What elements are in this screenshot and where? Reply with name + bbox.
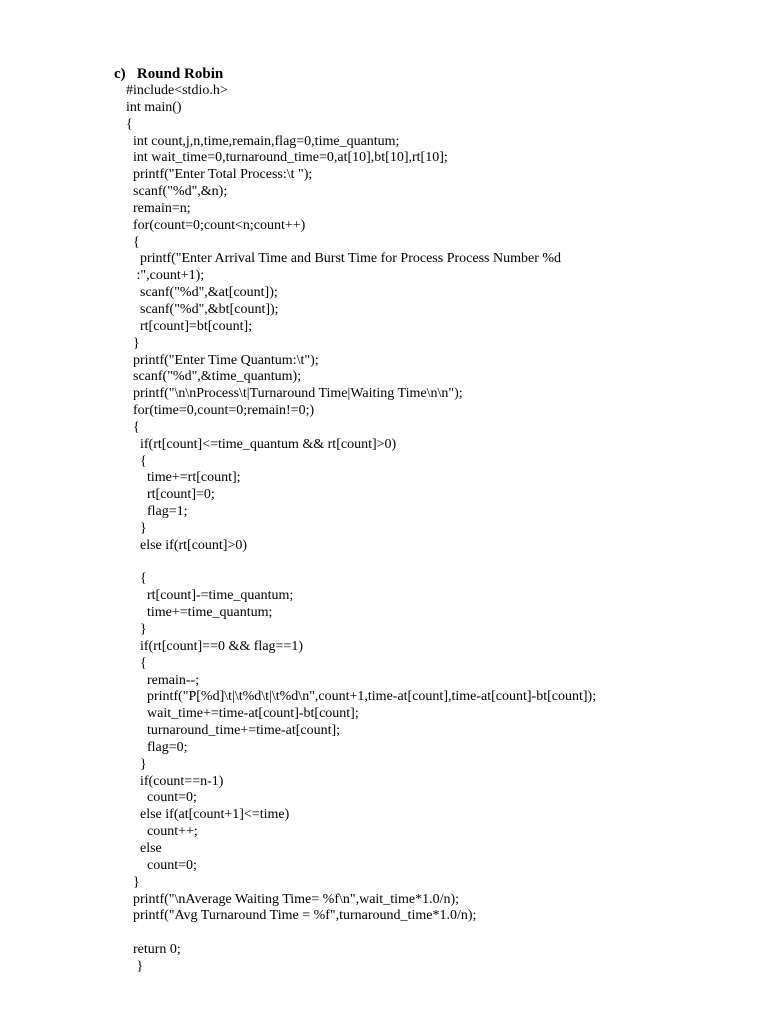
- code-line: }: [126, 622, 147, 637]
- code-line: remain=n;: [126, 200, 191, 216]
- code-line: int wait_time=0,turnaround_time=0,at[10],bt[10],rt[10];: [126, 150, 448, 166]
- code-line: {: [126, 571, 147, 587]
- code-line: flag=1;: [126, 504, 188, 520]
- code-line: else if(at[count+1]<=time): [126, 807, 290, 823]
- code-line: :",count+1);: [126, 268, 205, 284]
- code-line: printf("Avg Turnaround Time = %f",turnaround_time*1.0/n);: [126, 908, 477, 924]
- code-line: }: [126, 958, 144, 974]
- code-line: scanf("%d",&bt[count]);: [126, 301, 279, 317]
- code-line: scanf("%d",&n);: [126, 184, 228, 200]
- code-line: else: [126, 840, 162, 856]
- code-line: int main(): [126, 99, 182, 115]
- code-line: #include<stdio.h>: [126, 83, 228, 98]
- code-line: int count,j,n,time,remain,flag=0,time_quantum;: [126, 133, 400, 149]
- code-line: wait_time+=time-at[count]-bt[count];: [126, 706, 359, 722]
- code-line: rt[count]-=time_quantum;: [126, 588, 294, 604]
- code-line: {: [126, 453, 147, 469]
- code-listing: [126, 83, 746, 976]
- code-line: for(count=0;count<n;count++): [126, 217, 306, 233]
- code-line: }: [126, 520, 147, 536]
- code-line: }: [126, 335, 140, 351]
- code-line: [126, 925, 746, 942]
- code-line: printf("P[%d]\t|\t%d\t|\t%d\n",count+1,time-at[count],time-at[count]-bt[count]);: [126, 689, 597, 705]
- code-line: printf("Enter Total Process:\t ");: [126, 167, 313, 183]
- code-line: {: [126, 655, 147, 671]
- code-line: count++;: [126, 824, 198, 840]
- section-marker: c): [114, 66, 126, 82]
- code-line: for(time=0,count=0;remain!=0;): [126, 403, 315, 419]
- code-line: count=0;: [126, 857, 197, 873]
- code-line: printf("\nAverage Waiting Time= %f\n",wait_time*1.0/n);: [126, 891, 460, 907]
- code-line: {: [126, 116, 133, 132]
- code-line: rt[count]=0;: [126, 487, 215, 503]
- code-line: else if(rt[count]>0): [126, 537, 248, 553]
- code-line: if(count==n-1): [126, 773, 224, 789]
- code-line: scanf("%d",&time_quantum);: [126, 369, 302, 385]
- code-line: printf("Enter Time Quantum:\t");: [126, 352, 319, 368]
- code-line: if(rt[count]==0 && flag==1): [126, 638, 303, 654]
- code-line: if(rt[count]<=time_quantum && rt[count]>0): [126, 436, 397, 452]
- code-line: scanf("%d",&at[count]);: [126, 285, 278, 301]
- code-line: count=0;: [126, 790, 197, 806]
- code-line: {: [126, 419, 140, 435]
- code-line: printf("Enter Arrival Time and Burst Time for Process Process Number %d: [126, 251, 562, 267]
- section-title: Round Robin: [136, 66, 224, 82]
- code-line: [126, 555, 746, 572]
- code-line: turnaround_time+=time-at[count];: [126, 723, 341, 739]
- code-line: time+=rt[count];: [126, 470, 241, 486]
- section-heading: [114, 65, 223, 83]
- code-line: remain--;: [126, 672, 200, 688]
- code-line: }: [126, 874, 140, 890]
- code-line: }: [126, 756, 147, 772]
- code-line: {: [126, 234, 140, 250]
- code-line: flag=0;: [126, 739, 188, 755]
- code-line: return 0;: [126, 942, 181, 958]
- code-line: printf("\n\nProcess\t|Turnaround Time|Waiting Time\n\n");: [126, 386, 463, 402]
- code-line: time+=time_quantum;: [126, 605, 273, 621]
- heading-gap: [126, 66, 137, 82]
- code-line: rt[count]=bt[count];: [126, 318, 253, 334]
